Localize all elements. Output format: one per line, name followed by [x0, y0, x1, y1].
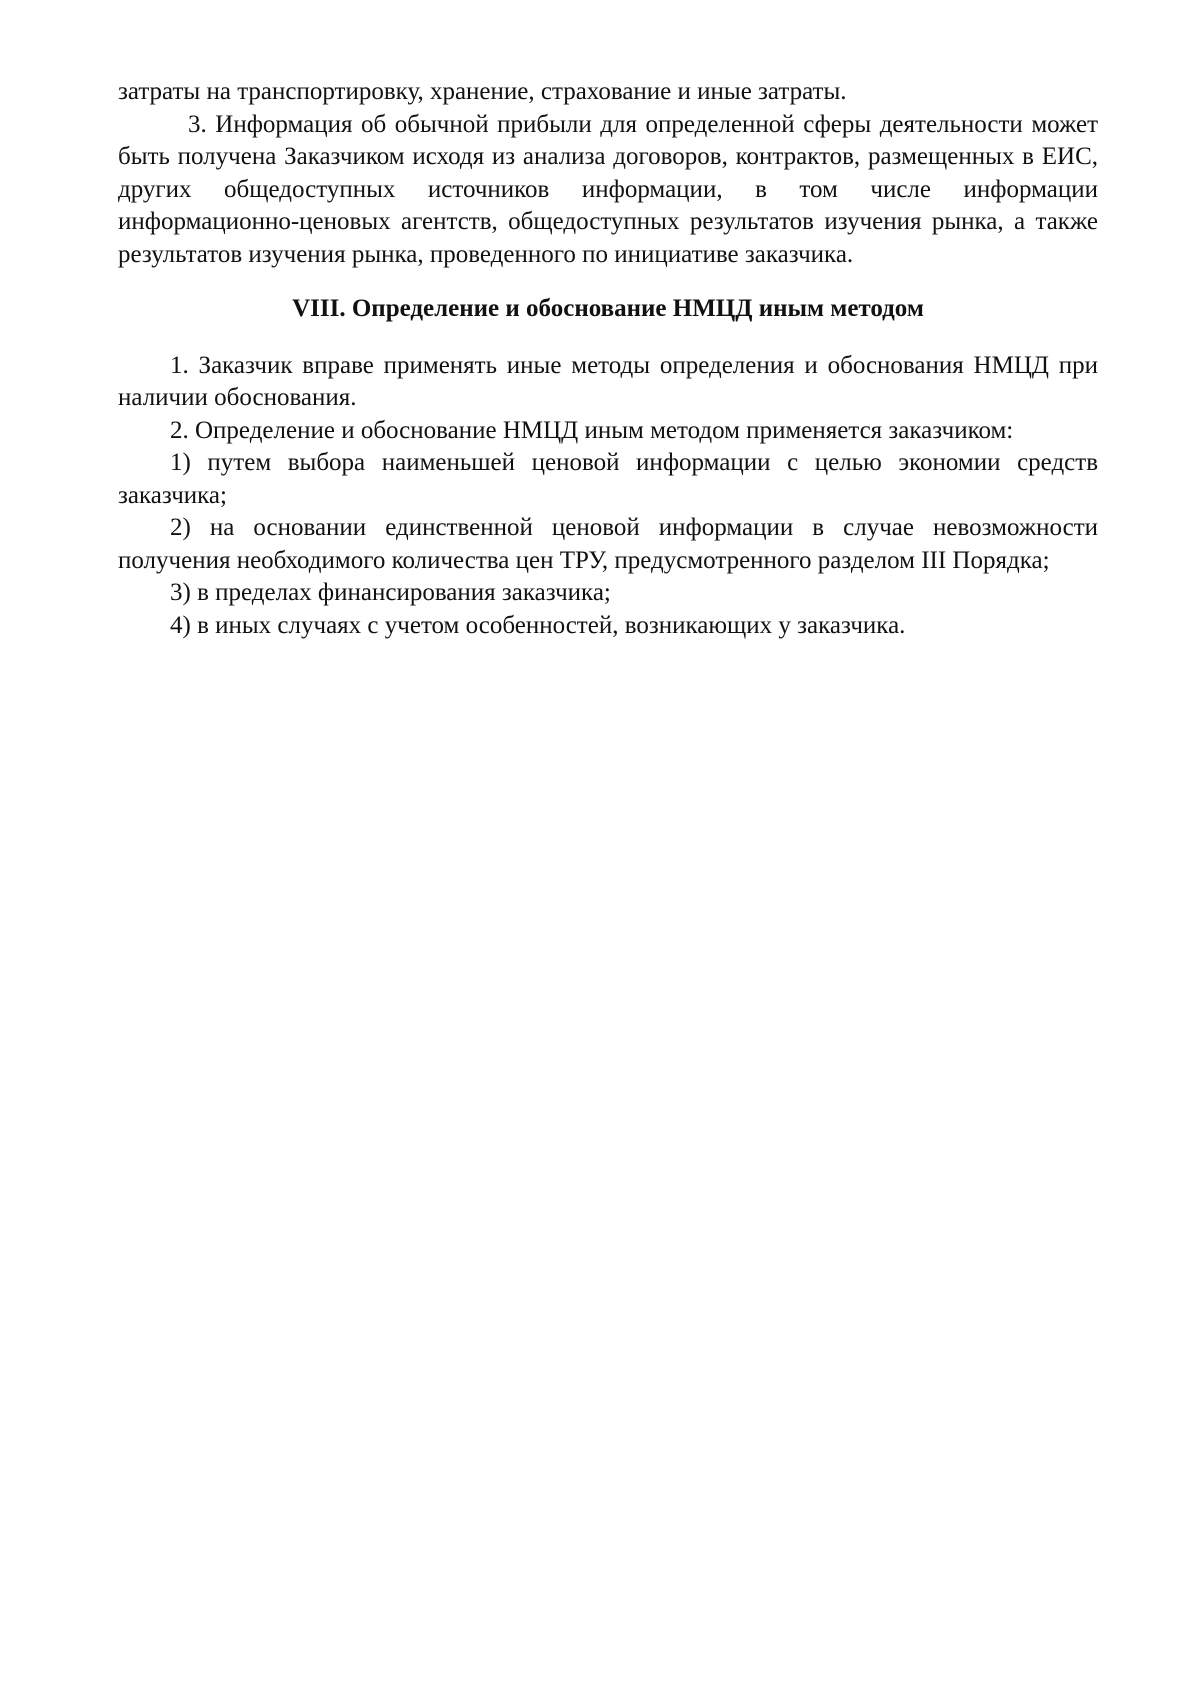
subitem-2: 2) на основании единственной ценовой информации в случае невозможности получения необходимого количества цен ТРУ, предусмотренного разделом III Порядка; [118, 514, 1098, 574]
paragraph-item-2: 2. Определение и обоснование НМЦД иным методом применяется заказчиком: [170, 416, 1014, 444]
subitem-3: 3) в пределах финансирования заказчика; [170, 579, 611, 606]
subitem-1: 1) путем выбора наименьшей ценовой информации с целью экономии средств заказчика; [118, 449, 1098, 509]
continuation-paragraph: затраты на транспортировку, хранение, страхование и иные затраты. [118, 78, 847, 105]
paragraph-point-3: 3. Информация об обычной прибыли для определенной сферы деятельности может быть получена Заказчиком исходя из анализа договоров, контрактов, размещенных в ЕИС, других общедоступных источников информации, в том числе информации информационно-ценовых агентств, общедоступных результатов изучения рынка, а также результатов изучения рынка, проведенного по инициативе заказчика. [118, 110, 1098, 268]
document-page [118, 76, 1098, 642]
subitem-4: 4) в иных случаях с учетом особенностей, возникающих у заказчика. [170, 611, 906, 639]
section-heading: VIII. Определение и обоснование НМЦД иным методом [292, 295, 924, 322]
paragraph-item-1: 1. Заказчик вправе применять иные методы определения и обоснования НМЦД при наличии обоснования. [118, 351, 1098, 411]
